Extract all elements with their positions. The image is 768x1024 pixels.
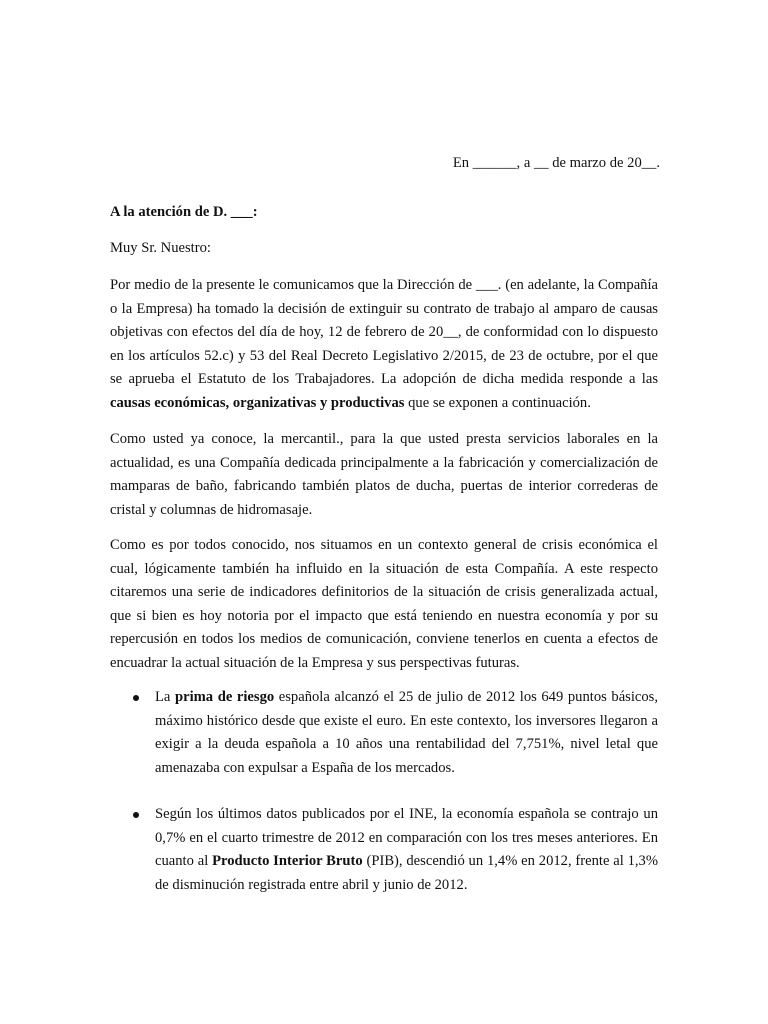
bullet-text-end: española alcanzó el 25 de julio de 2012 los 649 puntos básicos, máximo histórico desde que existe el euro. En este contexto, los inversores llegaron a exigir a la deuda española a 10 años una rentabilidad del 7,751%, nivel letal que amenazaba con expulsar a España de los mercados. bbox=[155, 689, 659, 776]
bullet-icon bbox=[133, 695, 139, 701]
bullet-icon bbox=[133, 812, 139, 818]
paragraph-company-description: Como usted ya conoce, la mercantil., para la que usted presta servicios laborales en la actualidad, es una Compañía dedicada principalmente a la fabricación y comercialización de mamparas de baño, fabricando también platos de ducha, puertas de interior correderas de cristal y columnas de hidromasaje. bbox=[110, 431, 658, 518]
paragraph-dismissal-notice bbox=[110, 274, 658, 415]
bullet-text: Según los últimos datos publicados por el INE, la economía española se contrajo un 0,7% en el cuarto trimestre de 2012 en comparación con los tres meses anteriores. En cuanto al bbox=[155, 806, 658, 869]
paragraph-economic-context: Como es por todos conocido, nos situamos en un contexto general de crisis económica el cual, lógicamente también ha influido en la situación de esta Compañía. A este respecto citaremos una serie de indicadores definitorios de la situación de crisis generalizada actual, que si bien es hoy notoria por el impacto que está teniendo en nuestra economía y por su repercusión en todos los medios de comunicación, conviene tenerlos en cuenta a efectos de encuadrar la actual situación de la Empresa y sus perspectivas futuras. bbox=[110, 537, 658, 671]
salutation: Muy Sr. Nuestro: bbox=[110, 240, 211, 256]
bullet-bold-text: Producto Interior Bruto bbox=[212, 853, 363, 869]
paragraph-text: Por medio de la presente le comunicamos que la Dirección de ___. (en adelante, la Compañía o la Empresa) ha tomado la decisión de extinguir su contrato de trabajo al amparo de causas objetivas con efectos del día de hoy, 12 de febrero de 20__, de conformidad con lo dispuesto en los artículos 52.c) y 53 del Real Decreto Legislativo 2/2015, de 23 de octubre, por el que se aprueba el Estatuto de los Trabajadores. La adopción de dicha medida responde a las bbox=[110, 277, 658, 387]
indicator-list bbox=[110, 686, 658, 920]
bullet-text-end: (PIB), descendió un 1,4% en 2012, frente al 1,3% de disminución registrada entre abril y junio de 2012. bbox=[155, 853, 659, 893]
paragraph-bold-text: causas económicas, organizativas y productivas bbox=[110, 394, 405, 411]
bullet-text: La bbox=[155, 689, 175, 705]
paragraph-text-end: que se exponen a continuación. bbox=[404, 394, 591, 411]
addressee-line: A la atención de D. ___: bbox=[110, 204, 258, 220]
bullet-bold-text: prima de riesgo bbox=[175, 689, 275, 705]
date-line: En ______, a __ de marzo de 20__. bbox=[452, 155, 660, 171]
list-item bbox=[110, 803, 658, 897]
list-item bbox=[110, 686, 658, 780]
